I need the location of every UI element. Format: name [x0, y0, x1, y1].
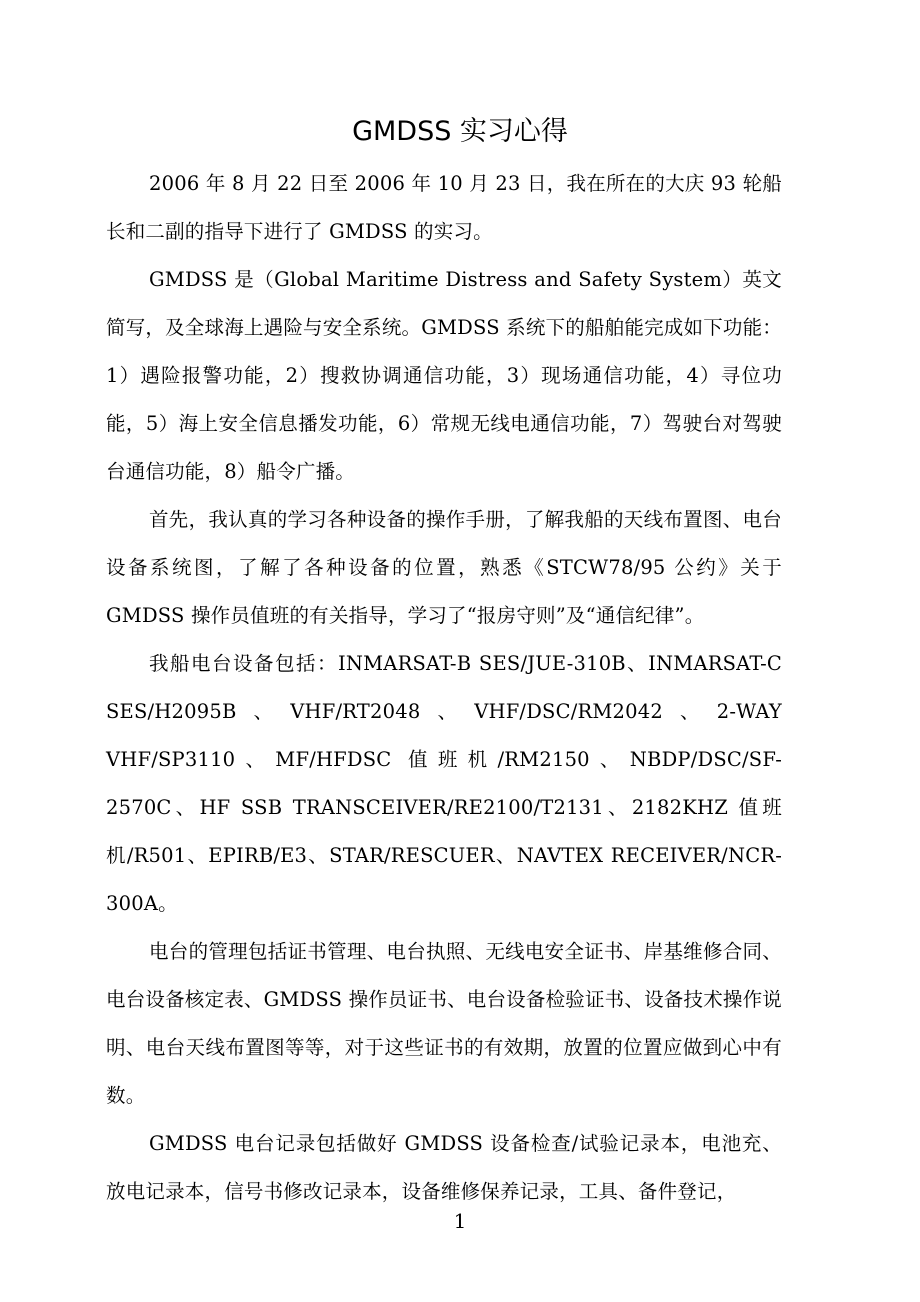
document-title: GMDSS 实习心得 [352, 116, 568, 147]
page-number: 1 [453, 1209, 467, 1233]
paragraph-internship-intro: 2006 年 8 月 22 日至 2006 年 10 月 23 日，我在所在的大庆 93 轮船长和二副的指导下进行了 GMDSS 的实习。 [106, 172, 782, 243]
paragraph-certificate-management: 电台的管理包括证书管理、电台执照、无线电安全证书、岸基维修合同、电台设备核定表、GMDSS 操作员证书、电台设备检验证书、设备技术操作说明、电台天线布置图等等，对于这些证书的有效期，放置的位置应做到心中有数。 [106, 940, 782, 1107]
paragraph-gmdss-functions: GMDSS 是（Global Maritime Distress and Safety System）英文简写，及全球海上遇险与安全系统。GMDSS 系统下的船舶能完成如下功能：1）遇险报警功能，2）搜救协调通信功能，3）现场通信功能，4）寻位功能，5）海上安全信息播发功能，6）常规无线电通信功能，7）驾驶台对驾驶台通信功能，8）船令广播。 [106, 268, 782, 483]
document-body [106, 160, 782, 1216]
paragraph-equipment-list: 我船电台设备包括：INMARSAT-B SES/JUE-310B、INMARSAT-C SES/H2095B、VHF/RT2048、VHF/DSC/RM2042、2-WAY VHF/SP3110、MF/HFDSC 值班机/RM2150、NBDP/DSC/SF-2570C、HF SSB TRANSCEIVER/RE2100/T2131、2182KHZ 值班机/R501、EPIRB/E3、STAR/RESCUER、NAVTEX RECEIVER/NCR-300A。 [106, 652, 782, 915]
paragraph-station-records: GMDSS 电台记录包括做好 GMDSS 设备检查/试验记录本，电池充、放电记录本，信号书修改记录本，设备维修保养记录，工具、备件登记， [106, 1132, 782, 1203]
paragraph-study-manuals: 首先，我认真的学习各种设备的操作手册，了解我船的天线布置图、电台设备系统图，了解了各种设备的位置，熟悉《STCW78/95 公约》关于 GMDSS 操作员值班的有关指导，学习了“报房守则”及“通信纪律”。 [106, 508, 782, 627]
